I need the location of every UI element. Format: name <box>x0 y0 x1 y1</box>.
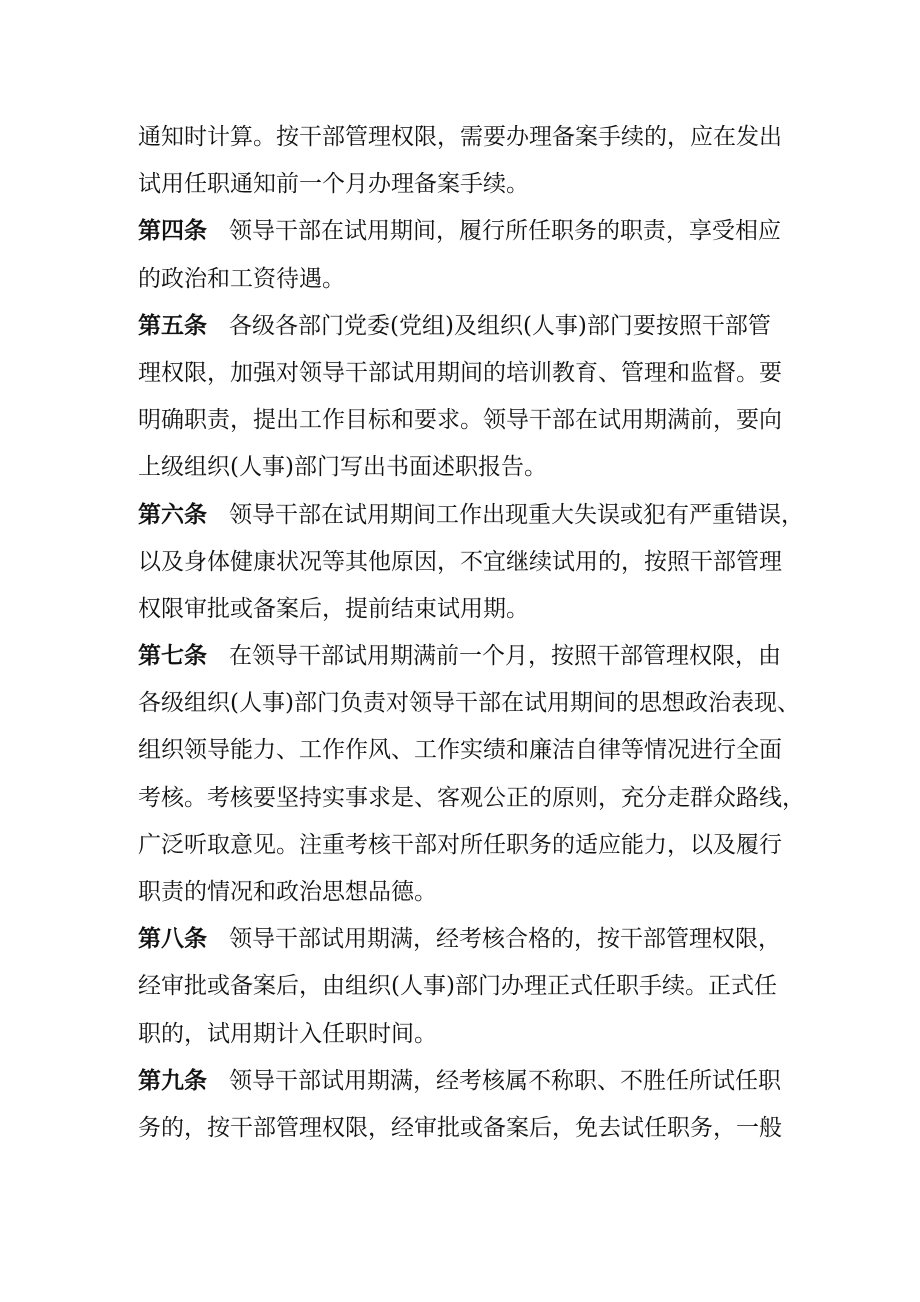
line-text: 理权限，加强对领导干部试用期间的培训教育、管理和监督。要 <box>138 359 782 386</box>
text-line <box>138 680 798 727</box>
article-label: 第八条 <box>138 926 207 953</box>
line-text: 明确职责，提出工作目标和要求。领导干部在试用期满前，要向 <box>138 407 782 434</box>
line-text: 上级组织(人事)部门写出书面述职报告。 <box>138 454 547 481</box>
line-text: 领导干部在试用期间工作出现重大失误或犯有严重错误， <box>229 501 804 528</box>
text-line <box>138 869 798 916</box>
document-body <box>138 114 805 1152</box>
text-line <box>138 444 798 491</box>
article-label: 第四条 <box>138 218 207 245</box>
line-text: 考核。考核要坚持实事求是、客观公正的原则，充分走群众路线， <box>138 784 805 811</box>
text-line <box>138 539 798 586</box>
line-text: 的政治和工资待遇。 <box>138 265 345 292</box>
text-line <box>138 303 798 350</box>
line-text: 各级组织(人事)部门负责对领导干部在试用期间的思想政治表现、 <box>138 690 800 717</box>
line-text: 试用任职通知前一个月办理备案手续。 <box>138 171 529 198</box>
line-text: 各级各部门党委(党组)及组织(人事)部门要按照干部管 <box>229 312 771 339</box>
line-text: 通知时计算。按干部管理权限，需要办理备案手续的，应在发出 <box>138 124 782 150</box>
text-line <box>138 208 798 255</box>
text-line <box>138 775 805 822</box>
line-text: 领导干部试用期满，经考核属不称职、不胜任所试任职 <box>229 1067 781 1094</box>
text-line <box>138 963 798 1010</box>
line-text: 务的，按干部管理权限，经审批或备案后，免去试任职务，一般 <box>138 1114 782 1141</box>
article-label: 第七条 <box>138 643 207 670</box>
article-label: 第九条 <box>138 1067 207 1094</box>
article-label: 第六条 <box>138 501 207 528</box>
line-text: 领导干部试用期满，经考核合格的，按干部管理权限， <box>229 926 781 953</box>
line-text: 权限审批或备案后，提前结束试用期。 <box>138 595 529 622</box>
text-line <box>138 916 798 963</box>
text-line <box>138 586 798 633</box>
text-line <box>138 161 798 208</box>
text-line <box>138 1011 798 1058</box>
text-line <box>138 822 798 869</box>
line-text: 组织领导能力、工作作风、工作实绩和廉洁自律等情况进行全面 <box>138 737 782 764</box>
line-text: 职的，试用期计入任职时间。 <box>138 1020 437 1047</box>
line-text: 经审批或备案后，由组织(人事)部门办理正式任职手续。正式任 <box>138 973 777 1000</box>
line-text: 职责的情况和政治思想品德。 <box>138 879 437 905</box>
text-line <box>138 1058 798 1105</box>
text-line <box>138 256 798 303</box>
line-text: 以及身体健康状况等其他原因，不宜继续试用的，按照干部管理 <box>138 548 782 575</box>
text-line <box>138 1105 798 1152</box>
text-line <box>138 350 798 397</box>
line-text: 广泛听取意见。注重考核干部对所任职务的适应能力，以及履行 <box>138 831 782 858</box>
text-line <box>138 492 804 539</box>
text-line <box>138 727 798 774</box>
line-text: 在领导干部试用期满前一个月，按照干部管理权限，由 <box>229 643 781 670</box>
text-line <box>138 633 798 680</box>
line-text: 领导干部在试用期间，履行所任职务的职责，享受相应 <box>229 218 781 245</box>
text-line <box>138 114 798 161</box>
text-line <box>138 397 798 444</box>
article-label: 第五条 <box>138 312 207 339</box>
